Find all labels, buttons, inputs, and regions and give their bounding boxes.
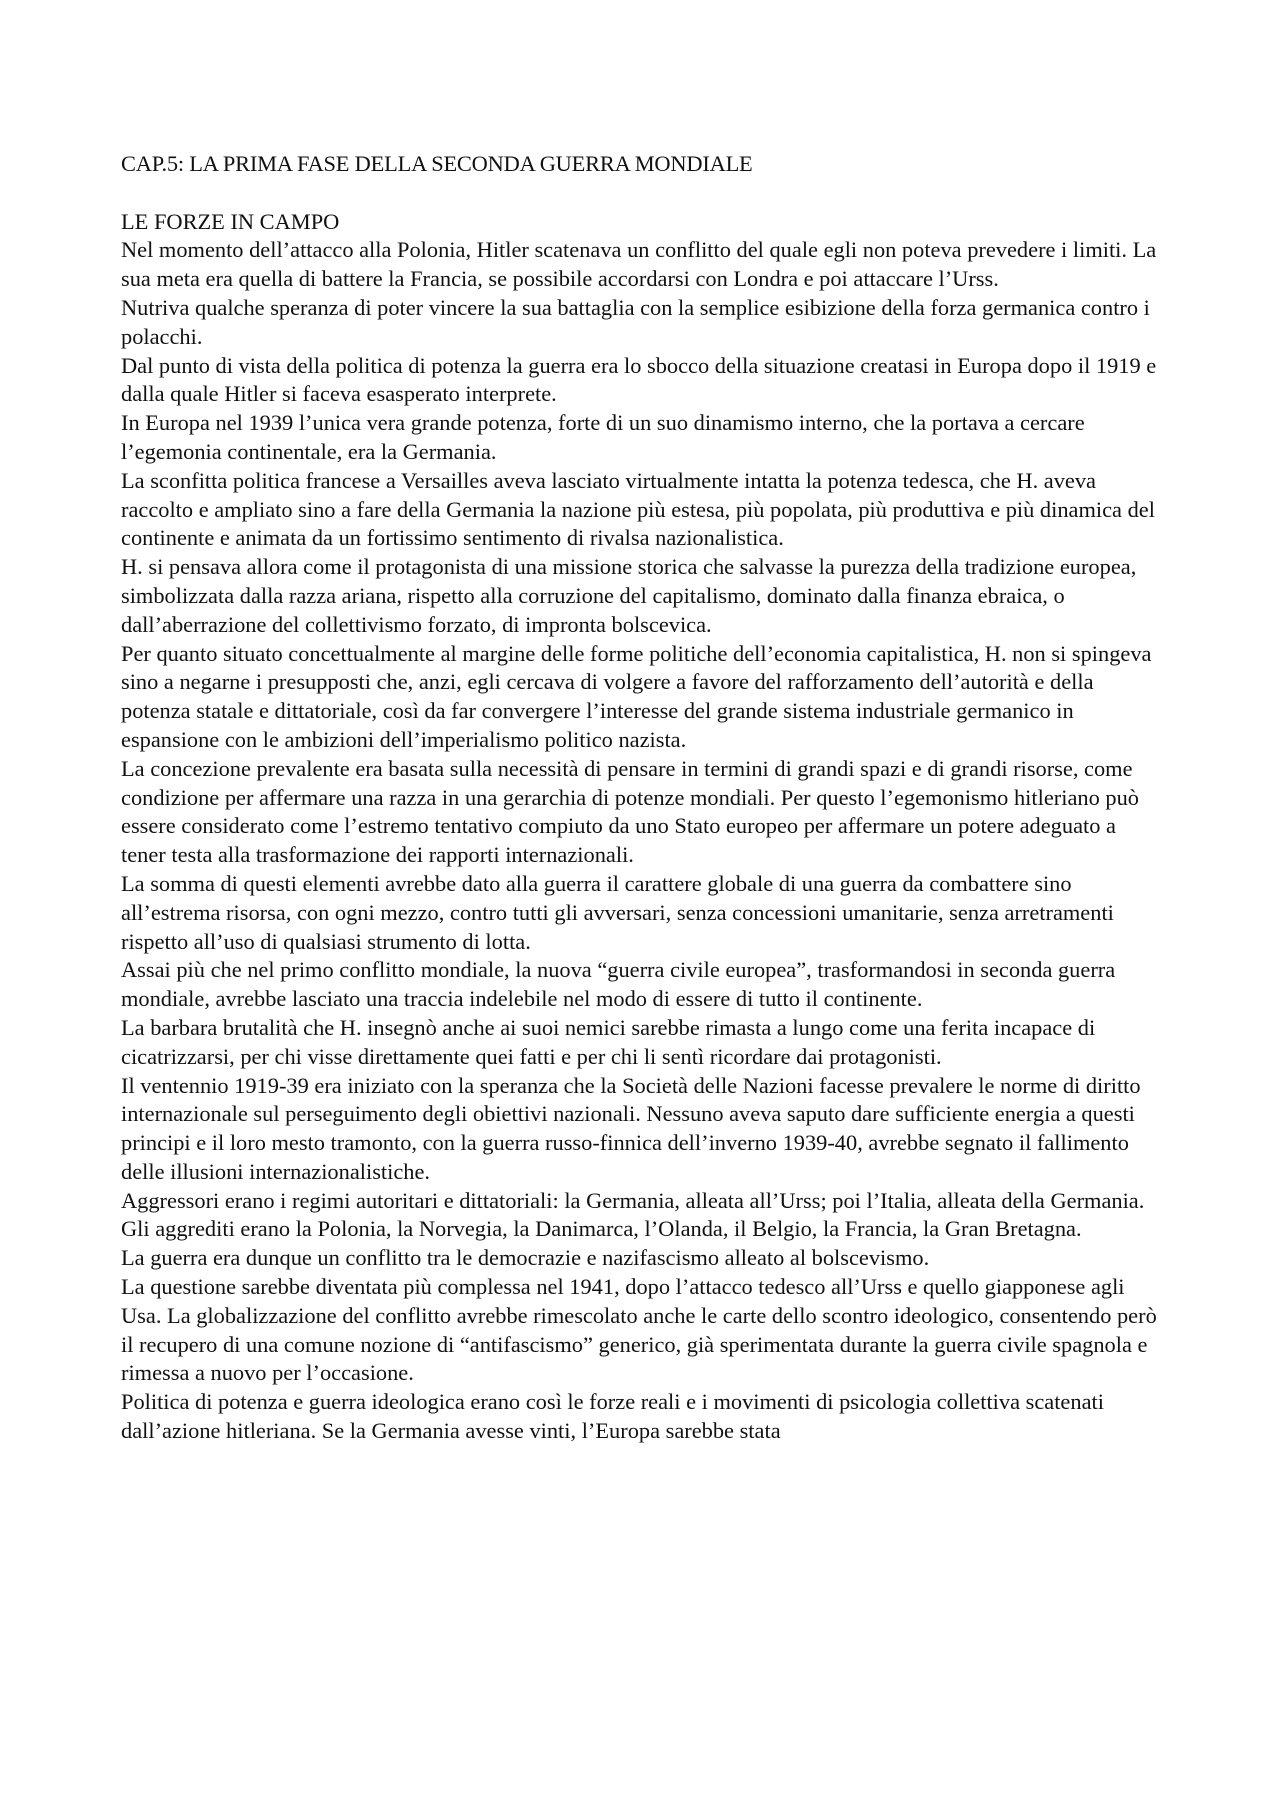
document-body — [121, 150, 1166, 1446]
paragraph: Per quanto situato concettualmente al margine delle forme politiche dell’economia capitalistica, H. non si spingeva sino a negarne i presupposti che, anzi, egli cercava di volgere a favore del rafforzamento dell’autorità e della potenza statale e dittatoriale, così da far convergere l’interesse del grande sistema industriale germanico in espansione con le ambizioni dell’imperialismo politico nazista. — [121, 640, 1152, 752]
paragraph: La sconfitta politica francese a Versailles aveva lasciato virtualmente intatta la potenza tedesca, che H. aveva raccolto e ampliato sino a fare della Germania la nazione più estesa, più popolata, più produttiva e più dinamica del continente e animata da un fortissimo sentimento di rivalsa nazionalistica. — [121, 467, 1155, 551]
paragraph: Aggressori erano i regimi autoritari e dittatoriali: la Germania, alleata all’Urss; poi l’Italia, alleata della Germania. Gli aggrediti erano la Polonia, la Norvegia, la Danimarca, l’Olanda, il Belgio, la Francia, la Gran Bretagna. — [121, 1187, 1145, 1242]
paragraph: Nutriva qualche speranza di poter vincere la sua battaglia con la semplice esibizione della forza germanica contro i polacchi. — [121, 294, 1150, 349]
paragraph: Il ventennio 1919-39 era iniziato con la speranza che la Società delle Nazioni facesse prevalere le norme di diritto internazionale sul perseguimento degli obiettivi nazionali. Nessuno aveva saputo dare sufficiente energia a questi principi e il loro mesto tramonto, con la guerra russo-finnica dell’inverno 1939-40, avrebbe segnato il fallimento delle illusioni internazionalistiche. — [121, 1072, 1141, 1184]
chapter-title: CAP.5: LA PRIMA FASE DELLA SECONDA GUERRA MONDIALE — [121, 151, 753, 176]
paragraph: La barbara brutalità che H. insegnò anche ai suoi nemici sarebbe rimasta a lungo come una ferita incapace di cicatrizzarsi, per chi visse direttamente quei fatti e per chi li sentì ricordare dai protagonisti. — [121, 1014, 1096, 1069]
paragraph: Politica di potenza e guerra ideologica erano così le forze reali e i movimenti di psicologia collettiva scatenati dall’azione hitleriana. Se la Germania avesse vinti, l’Europa sarebbe stata — [121, 1389, 1104, 1444]
paragraph: Dal punto di vista della politica di potenza la guerra era lo sbocco della situazione creatasi in Europa dopo il 1919 e dalla quale Hitler si faceva esasperato interprete. — [121, 352, 1157, 407]
paragraph: La questione sarebbe diventata più complessa nel 1941, dopo l’attacco tedesco all’Urss e quello giapponese agli Usa. La globalizzazione del conflitto avrebbe rimescolato anche le carte dello scontro ideologico, consentendo però il recupero di una comune nozione di “antifascismo” generico, già sperimentata durante la guerra civile spagnola e rimessa a nuovo per l’occasione. — [121, 1274, 1157, 1386]
paragraph: La guerra era dunque un conflitto tra le democrazie e nazifascismo alleato al bolscevismo. — [121, 1245, 930, 1271]
section-heading: LE FORZE IN CAMPO — [121, 208, 340, 234]
paragraph: La somma di questi elementi avrebbe dato alla guerra il carattere globale di una guerra da combattere sino all’estrema risorsa, con ogni mezzo, contro tutti gli avversari, senza concessioni umanitarie, senza arretramenti rispetto all’uso di qualsiasi strumento di lotta. — [121, 870, 1114, 954]
paragraph: Nel momento dell’attacco alla Polonia, Hitler scatenava un conflitto del quale egli non poteva prevedere i limiti. La sua meta era quella di battere la Francia, se possibile accordarsi con Londra e poi attaccare l’Urss. — [121, 237, 1157, 292]
paragraph: H. si pensava allora come il protagonista di una missione storica che salvasse la purezza della tradizione europea, simbolizzata dalla razza ariana, rispetto alla corruzione del capitalismo, dominato dalla finanza ebraica, o dall’aberrazione del collettivismo forzato, di impronta bolscevica. — [121, 554, 1137, 637]
blank-line — [121, 179, 1166, 208]
paragraph: In Europa nel 1939 l’unica vera grande potenza, forte di un suo dinamismo interno, che la portava a cercare l’egemonia continentale, era la Germania. — [121, 410, 1085, 464]
paragraph: La concezione prevalente era basata sulla necessità di pensare in termini di grandi spazi e di grandi risorse, come condizione per affermare una razza in una gerarchia di potenze mondiali. Per questo l’egemonismo hitleriano può essere considerato come l’estremo tentativo compiuto da uno Stato europeo per affermare un potere adeguato a tener testa alla trasformazione dei rapporti internazionali. — [121, 755, 1139, 868]
paragraph: Assai più che nel primo conflitto mondiale, la nuova “guerra civile europea”, trasformandosi in seconda guerra mondiale, avrebbe lasciato una traccia indelebile nel modo di essere di tutto il continente. — [121, 957, 1116, 1012]
